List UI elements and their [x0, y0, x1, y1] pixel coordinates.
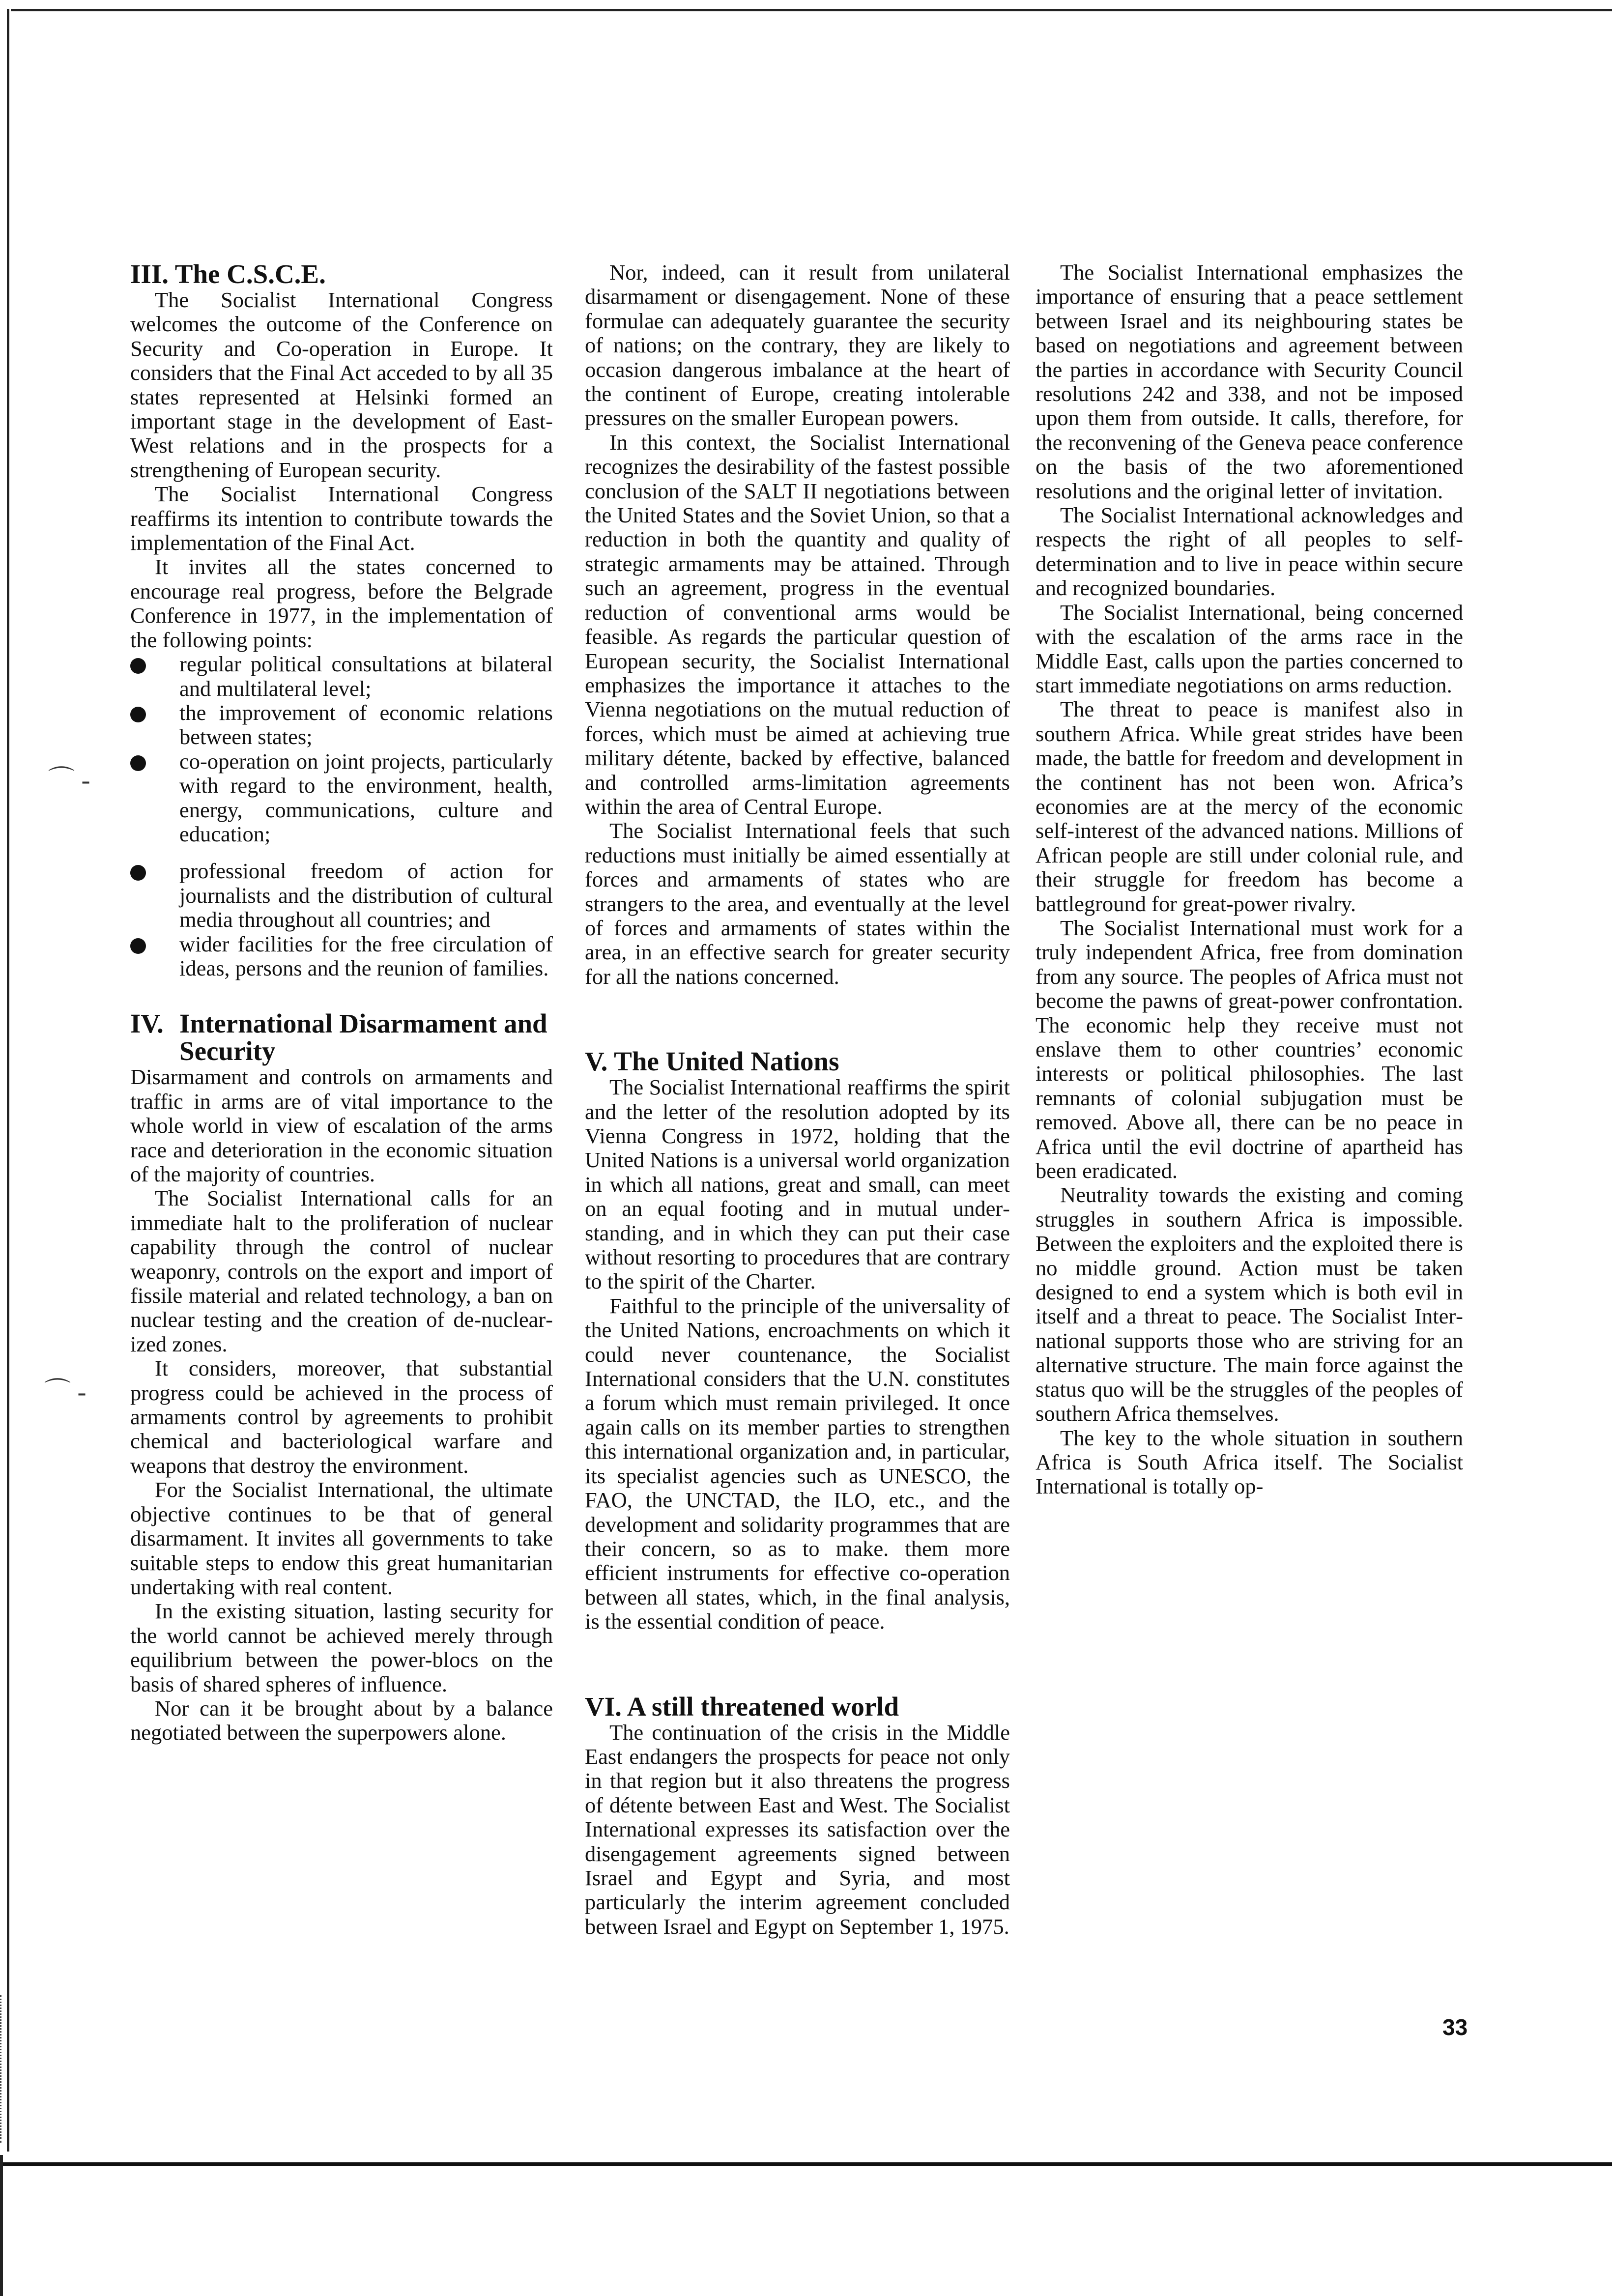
- list-item: the improvement of economic relations between states;: [130, 701, 553, 749]
- paragraph: The threat to peace is manifest also in southern Africa. While great strides have been made, the battle for freedom and development in the continent has not been won. Africa’s economies are at the mercy of the economic self-interest of the advanced nations. Millions of African people are still under colonial rule, and their struggle for freedom has become a battleground for great-power rivalry.: [1036, 697, 1463, 916]
- paragraph: Faithful to the principle of the universality of the United Nations, encroachments on which it could never countenance, the Socialist International considers that the U.N. constitutes a forum which must remain privileged. It once again calls on its member parties to strengthen this international organization and, in particular, its specialist agencies such as UNESCO, the FAO, the UNCTAD, the ILO, etc., and the development and solidarity programmes that are their concern, so as to make. them more efficient instruments for effective co-operation between all states, which, in the final analysis, is the essential condition of peace.: [585, 1293, 1010, 1634]
- list-item: wider facilities for the free circulation of ideas, persons and the reunion of families.: [130, 932, 553, 981]
- section-heading-csce: III. The C.S.C.E.: [130, 259, 326, 289]
- paragraph: Nor, indeed, can it result from unilateral disarmament or disengagement. None of these formulae can adequately guarantee the security of nations; on the contrary, they are likely to occasion dangerous imbalance at the heart of the continent of Europe, creating intolerable pressures on the smaller European powers.: [585, 260, 1010, 430]
- scan-bottom-corner: [0, 2155, 18, 2296]
- paragraph: The Socialist International Congress welcomes the outcome of the Conference on Security and Co-operation in Europe. It considers that the Final Act acceded to by all 35 states represented at Helsinki formed an important stage in the development of East-West relations and in the prospects for a strengthening of European security.: [130, 287, 553, 482]
- section-number: IV.: [130, 1008, 164, 1039]
- list-item: professional freedom of action for journalists and the distribution of cultural media throughout all countries; and: [130, 859, 553, 932]
- column-3: [1036, 260, 1463, 1499]
- scan-top-edge: [11, 9, 1612, 11]
- paragraph: The Socialist International must work for a truly independent Africa, free from domination from any source. The peoples of Africa must not become the pawns of great-power confrontation. The economic help they receive must not enslave them to other countries’ economic interests or political philosophies. The last remnants of colonial subjugation must be removed. Above all, there can be no peace in Africa until the evil doctrine of apartheid has been eradicated.: [1036, 915, 1463, 1183]
- scan-left-edge: [7, 9, 9, 2152]
- column-1: [130, 260, 553, 1745]
- paragraph: The key to the whole situation in southern Africa is South Africa itself. The Socialist International is totally op-: [1036, 1425, 1463, 1499]
- paragraph: The Socialist International reaffirms the spirit and the letter of the resolution adopted by its Vienna Congress in 1972, holding that the United Nations is a universal world organization in which all nations, great and small, can meet on an equal footing and in mutual understanding, and in which they can put their case without resorting to procedures that are contrary to the spirit of the Charter.: [585, 1075, 1010, 1294]
- margin-pencil-mark: ⌒ -: [48, 765, 90, 795]
- paragraph: The Socialist International calls for an immediate halt to the proliferation of nuclear capability through the control of nuclear weaponry, controls on the export and import of fissile material and related technology, a ban on nuclear testing and the creation of de-nuclearized zones.: [130, 1186, 553, 1356]
- column-2: [585, 260, 1010, 1939]
- paragraph: Neutrality towards the existing and coming struggles in southern Africa is impossible. Between the exploiters and the exploited there is no middle ground. Action must be taken designed to end a system which is both evil in itself and a threat to peace. The Socialist International supports those who are striving for an alternative structure. The main force against the status quo will be the struggles of the peoples of southern Africa themselves.: [1036, 1182, 1463, 1426]
- paragraph: In this context, the Socialist International recognizes the desirability of the fastest possible conclusion of the SALT II negotiations between the United States and the Soviet Union, so that a reduction in both the quantity and quality of strategic armaments may be attained. Through such an agreement, progress in the eventual reduction of conventional arms would be feasible. As regards the particular question of European security, the Socialist International emphasizes the importance it attaches to the Vienna negotiations on the mutual reduction of forces, which must be aimed at achieving true military détente, backed by effective, balanced and controlled arms-limitation agreements within the area of Central Europe.: [585, 430, 1010, 819]
- section-heading-un: V. The United Nations: [585, 1046, 839, 1077]
- section-title: International Disarmament and Security: [179, 1008, 547, 1066]
- scan-edge-dots: [0, 1995, 3, 2143]
- paragraph: In the existing situation, lasting security for the world cannot be achieved merely through equilibrium between the power-blocs on the basis of shared spheres of influence.: [130, 1599, 553, 1696]
- paragraph: The continuation of the crisis in the Middle East endangers the prospects for peace not only in that region but it also threatens the progress of détente between East and West. The Socialist International expresses its satisfaction over the disengagement agreements signed between Israel and Egypt and Syria, and most particularly the interim agreement concluded between Israel and Egypt on September 1, 1975.: [585, 1720, 1010, 1939]
- paragraph: It invites all the states concerned to encourage real progress, before the Belgrade Conference in 1977, in the implementation of the following points:: [130, 554, 553, 652]
- paragraph: It considers, moreover, that substantial progress could be achieved in the process of armaments control by agreements to prohibit chemical and bacteriological warfare and weapons that destroy the environment.: [130, 1356, 553, 1478]
- csce-points-list: [130, 652, 553, 980]
- scan-bottom-edge: [0, 2162, 1612, 2166]
- paragraph: Nor can it be brought about by a balance negotiated between the superpowers alone.: [130, 1695, 553, 1745]
- paragraph: The Socialist International, being concerned with the escalation of the arms race in the Middle East, calls upon the parties concerned to start immediate negotiations on arms reduction.: [1036, 600, 1463, 697]
- paragraph: For the Socialist International, the ultimate objective continues to be that of general disarmament. It invites all governments to take suitable steps to endow this great humanitarian undertaking with real content.: [130, 1477, 553, 1599]
- paragraph: The Socialist International Congress reaffirms its intention to contribute towards the implementation of the Final Act.: [130, 482, 553, 555]
- paragraph: Disarmament and controls on armaments and traffic in arms are of vital importance to the whole world in view of escalation of the arms race and deterioration in the economic situation of the majority of countries.: [130, 1064, 553, 1186]
- paragraph: The Socialist International feels that such reductions must initially be aimed essentially at forces and armaments of states who are strangers to the area, and eventually at the level of forces and armaments of states within the area, in an effective search for greater security for all the nations concerned.: [585, 818, 1010, 989]
- paragraph: The Socialist International acknowledges and respects the right of all peoples to self-determination and to live in peace within secure and recognized boundaries.: [1036, 503, 1463, 601]
- margin-pencil-mark: ⌒ -: [44, 1377, 86, 1406]
- section-heading-threatened: VI. A still threatened world: [585, 1691, 899, 1722]
- page-number: 33: [1442, 2014, 1468, 2040]
- list-item: regular political consultations at bilateral and multilateral level;: [130, 652, 553, 701]
- section-heading-disarmament: [130, 1010, 553, 1065]
- list-item: co-operation on joint projects, particularly with regard to the environment, health, energy, communications, culture and education;: [130, 749, 553, 847]
- paragraph: The Socialist International emphasizes the importance of ensuring that a peace settlement between Israel and its neighbouring states be based on negotiations and agreement between the parties in accordance with Security Council resolutions 242 and 338, and not be imposed upon them from outside. It calls, therefore, for the reconvening of the Geneva peace conference on the basis of the two aforementioned resolutions and the original letter of invitation.: [1036, 260, 1463, 503]
